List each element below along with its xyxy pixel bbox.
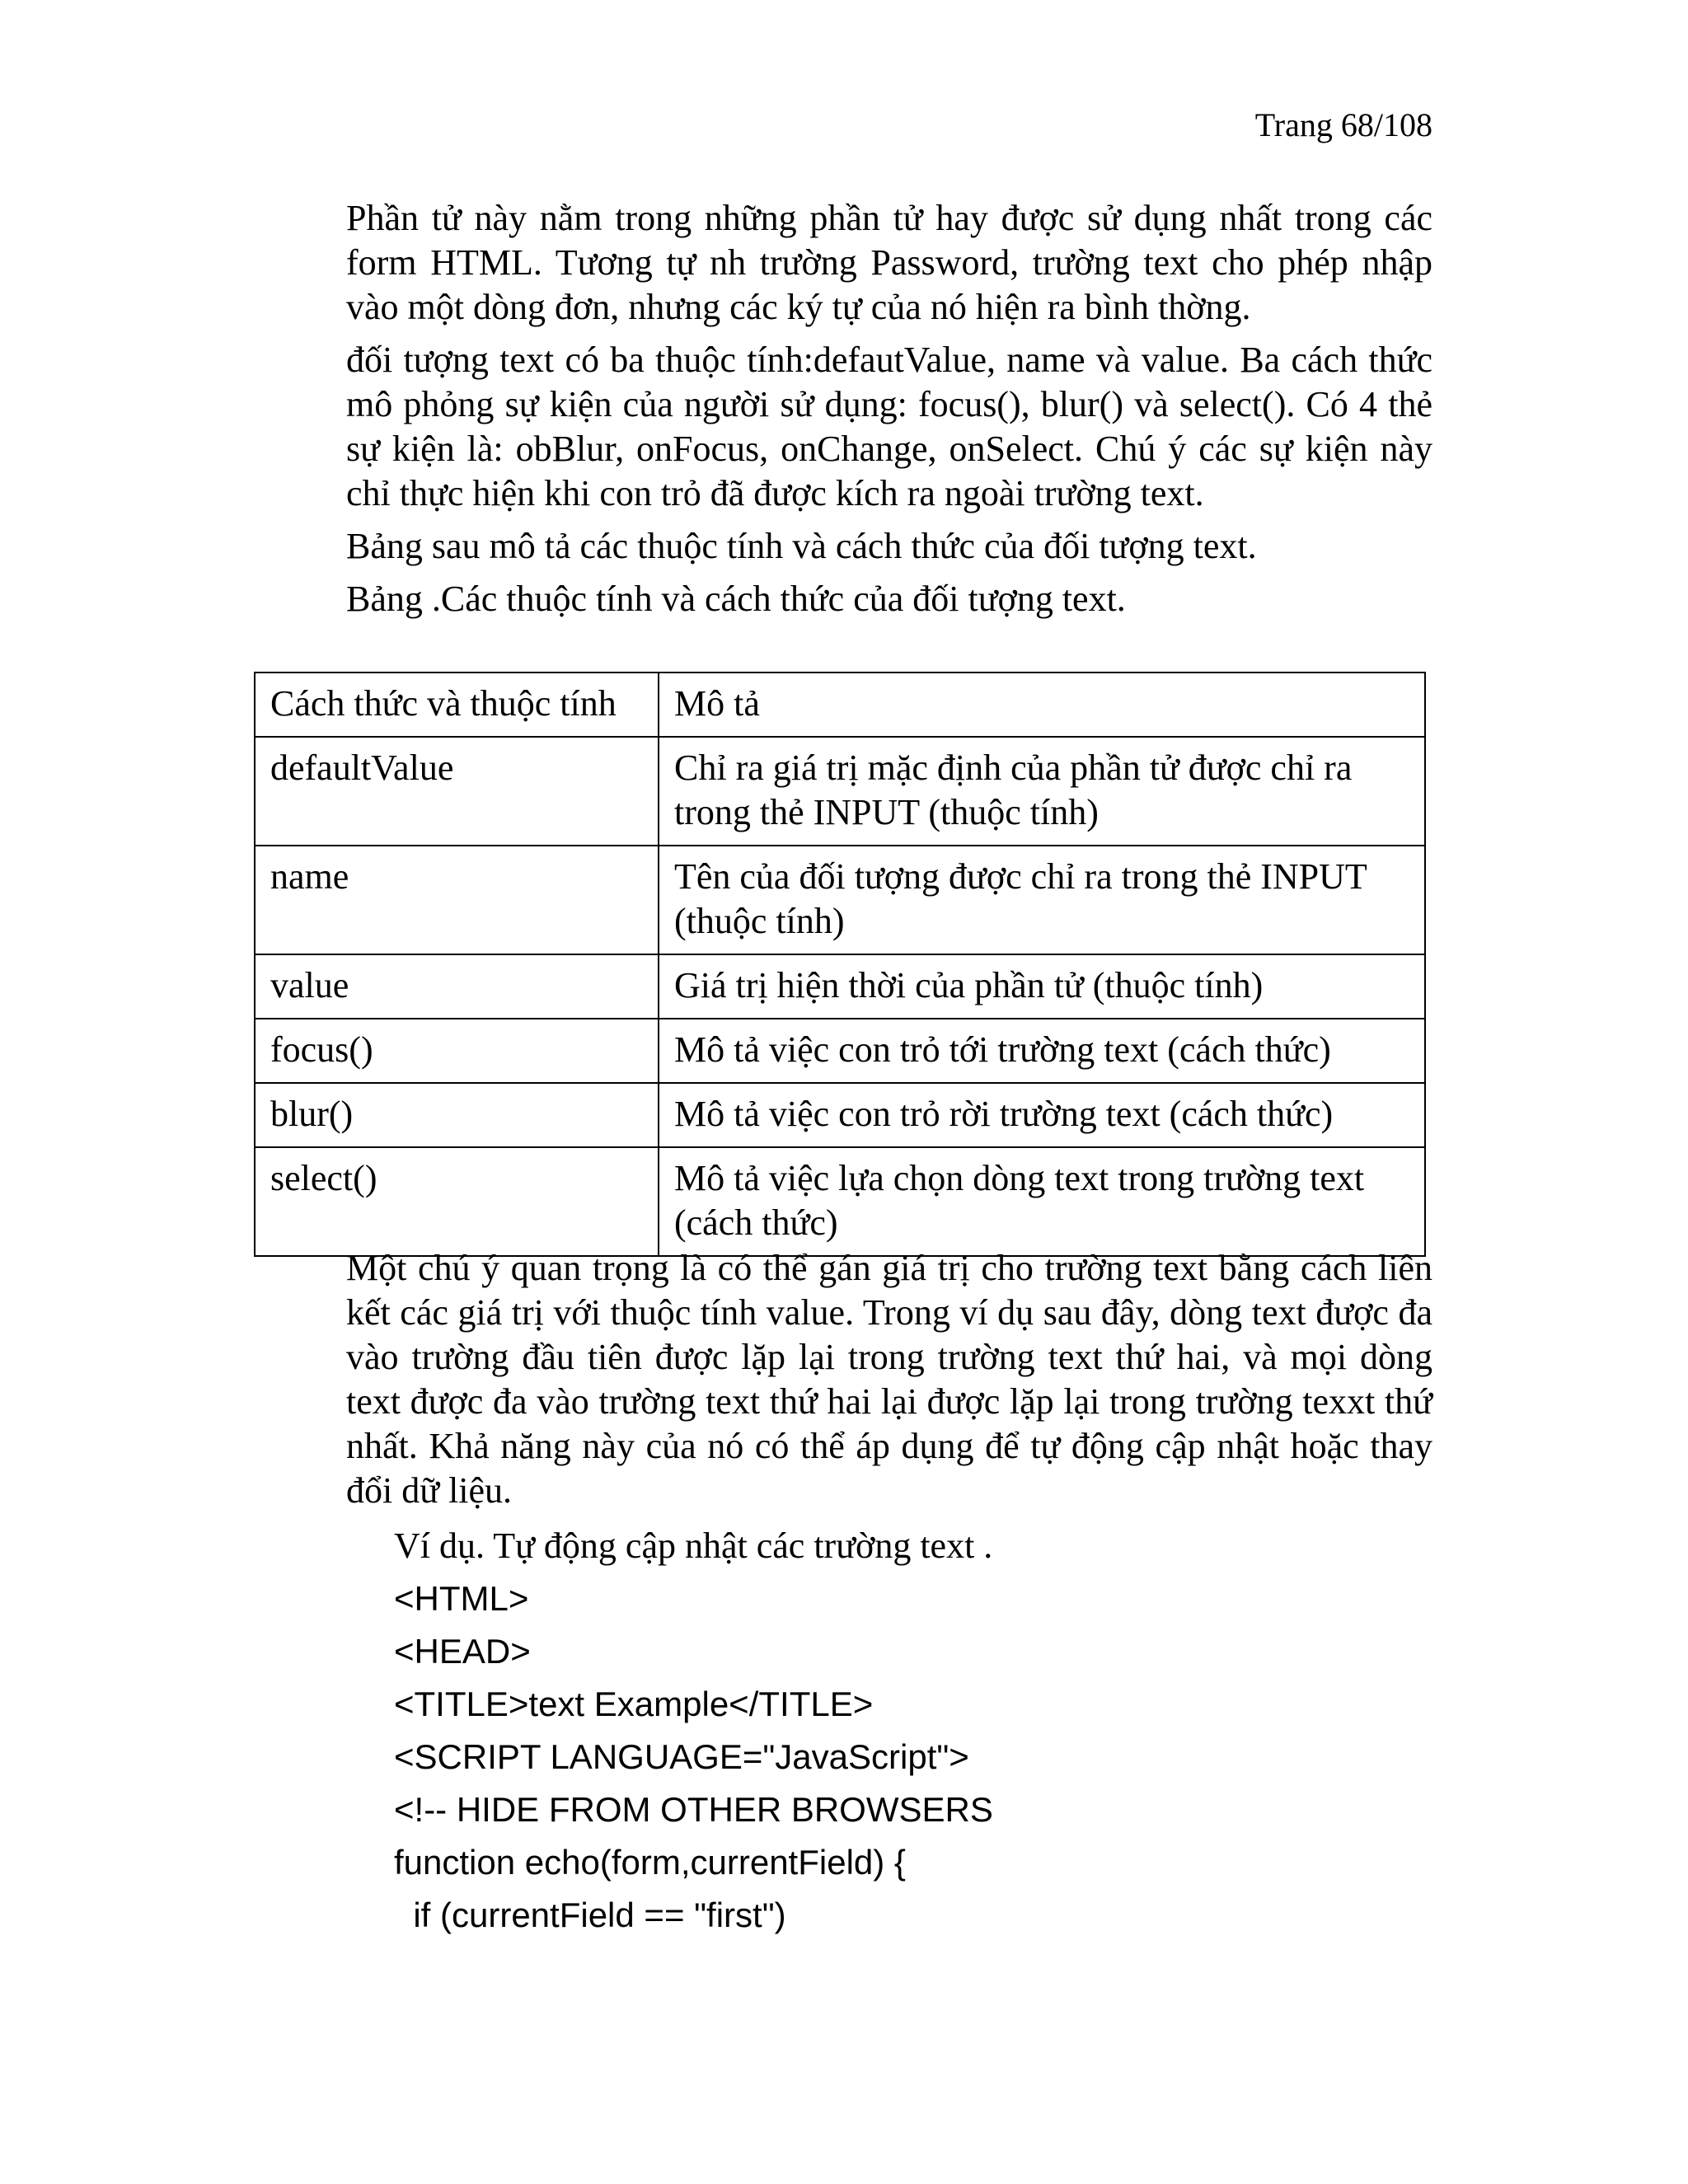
table-header-cell: Cách thức và thuộc tính: [255, 673, 659, 737]
table-cell-description: Tên của đối tượng được chỉ ra trong thẻ INPUT (thuộc tính): [659, 846, 1425, 954]
paragraph-table-intro: Bảng sau mô tả các thuộc tính và cách thức của đối tượng text.: [346, 526, 1257, 566]
table-row: [255, 1019, 1425, 1083]
table-cell-name: blur(): [255, 1083, 659, 1147]
code-line: <HEAD>: [394, 1632, 531, 1671]
code-line: function echo(form,currentField) {: [394, 1843, 906, 1882]
table-cell-name: select(): [255, 1147, 659, 1256]
table-header-row: [255, 673, 1425, 737]
table-cell-name: name: [255, 846, 659, 954]
code-line: <SCRIPT LANGUAGE="JavaScript">: [394, 1737, 969, 1776]
table-header-cell: Mô tả: [659, 673, 1425, 737]
paragraph-intro: Phần tử này nằm trong những phần tử hay được sử dụng nhất trong các form HTML. Tương tự nh trường Password, trường text cho phép nhập vào một dòng đơn, nhưng các ký tự của nó hiện ra bình thờng.: [346, 198, 1432, 327]
page-number: Trang 68/108: [1254, 106, 1432, 143]
body-text: [346, 196, 1432, 630]
example-caption: Ví dụ. Tự động cập nhật các trường text .: [394, 1526, 993, 1566]
table-cell-name: defaultValue: [255, 737, 659, 846]
table-cell-description: Giá trị hiện thời của phần tử (thuộc tính): [659, 954, 1425, 1019]
paragraph-value-assignment: Một chú ý quan trọng là có thể gán giá trị cho trường text bằng cách liên kết các giá trị với thuộc tính value. Trong ví dụ sau đây, dòng text được đa vào trường đầu tiên được lặp lại trong trường text thứ hai, và mọi dòng text được đa vào trường text thứ hai lại được lặp lại trong trường texxt thứ nhất. Khả năng này của nó có thể áp dụng để tự động cập nhật hoặc thay đổi dữ liệu.: [346, 1248, 1432, 1511]
example-code-block: [394, 1520, 1424, 1942]
table-cell-description: Mô tả việc lựa chọn dòng text trong trường text (cách thức): [659, 1147, 1425, 1256]
code-line: if (currentField == "first"): [394, 1896, 786, 1934]
table-row: [255, 954, 1425, 1019]
table-cell-description: Chỉ ra giá trị mặc định của phần tử được chỉ ra trong thẻ INPUT (thuộc tính): [659, 737, 1425, 846]
table-cell-name: value: [255, 954, 659, 1019]
table-caption: Bảng .Các thuộc tính và cách thức của đối tượng text.: [346, 579, 1126, 619]
table-row: [255, 846, 1425, 954]
body-text-after-table: [346, 1246, 1432, 1521]
table-row: [255, 1147, 1425, 1256]
code-line: <!-- HIDE FROM OTHER BROWSERS: [394, 1790, 993, 1829]
code-line: <HTML>: [394, 1579, 529, 1618]
properties-table: [254, 672, 1424, 1257]
paragraph-properties: đối tượng text có ba thuộc tính:defautValue, name và value. Ba cách thức mô phỏng sự kiện của người sử dụng: focus(), blur() và select(). Có 4 thẻ sự kiện là: obBlur, onFocus, onChange, onSelect. Chú ý các sự kiện này chỉ thực hiện khi con trỏ đã được kích ra ngoài trường text.: [346, 340, 1432, 513]
table-cell-name: focus(): [255, 1019, 659, 1083]
table-row: [255, 1083, 1425, 1147]
table-cell-description: Mô tả việc con trỏ tới trường text (cách thức): [659, 1019, 1425, 1083]
code-line: <TITLE>text Example</TITLE>: [394, 1685, 874, 1723]
table-cell-description: Mô tả việc con trỏ rời trường text (cách thức): [659, 1083, 1425, 1147]
table-row: [255, 737, 1425, 846]
